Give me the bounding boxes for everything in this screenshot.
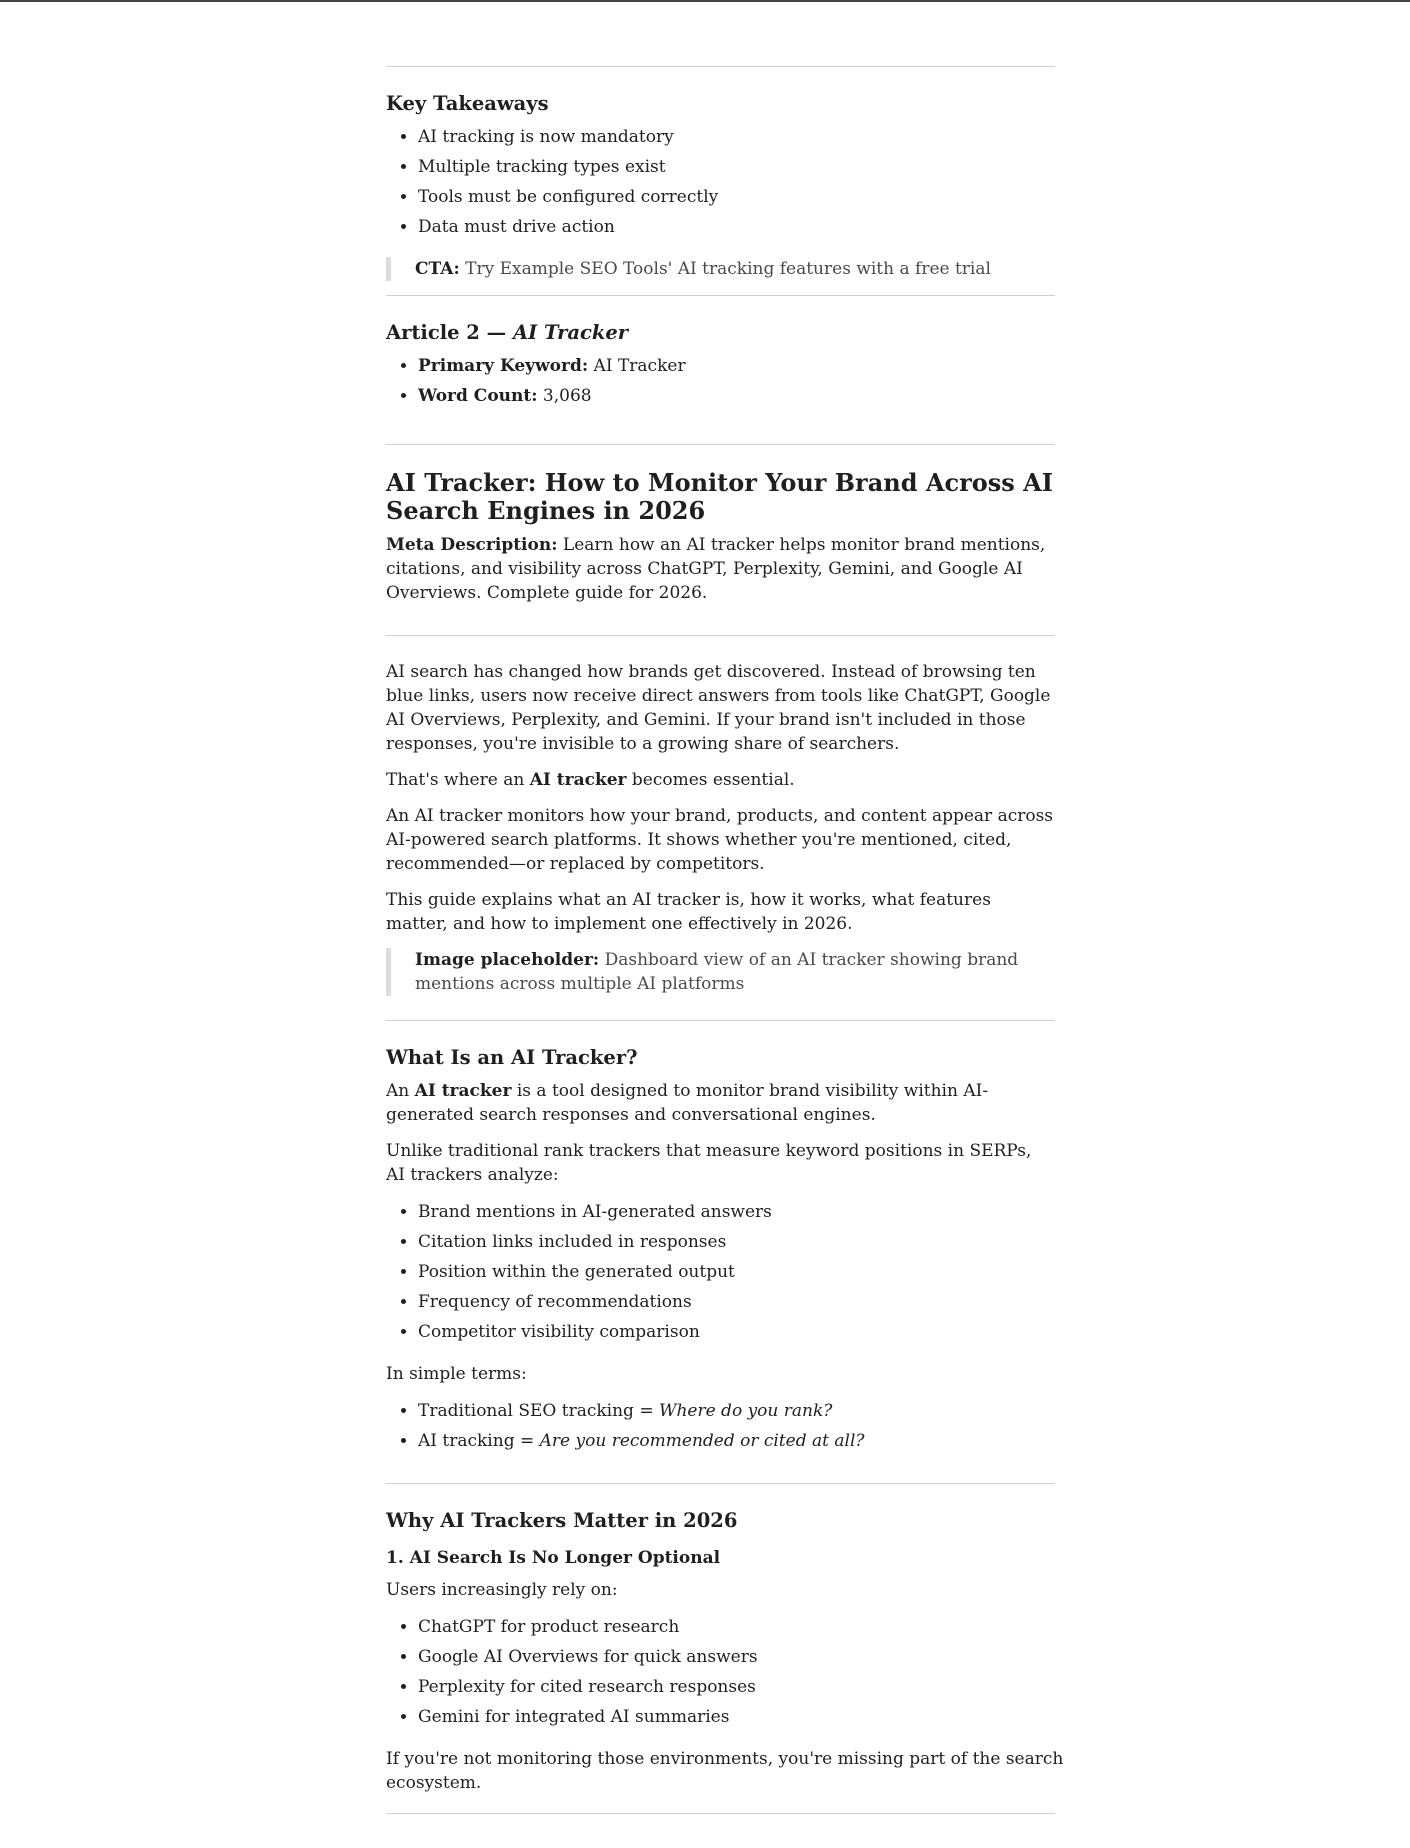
intro-paragraph [386, 768, 1055, 792]
paragraph: In simple terms: [386, 1364, 527, 1384]
list-item: • Brand mentions in AI-generated answers [418, 1200, 1055, 1224]
image-placeholder-label: Image placeholder: [415, 950, 600, 970]
paragraph [386, 1079, 1055, 1127]
divider [386, 1020, 1055, 1021]
cta-callout [386, 257, 1055, 281]
meta-value: 3,068 [537, 386, 592, 406]
analyze-list [386, 1200, 1055, 1344]
intro-paragraph: This guide explains what an AI tracker is, how it works, what features matter, and how to implement one effectively in 2026. [386, 890, 991, 934]
list-item: • ChatGPT for product research [418, 1615, 1055, 1639]
list-item: • Position within the generated output [418, 1260, 1055, 1284]
article-2-meta-list [386, 354, 1055, 408]
list-item [418, 1429, 1055, 1453]
subsection-heading: 1. AI Search Is No Longer Optional [386, 1548, 721, 1568]
article-2-heading-italic: AI Tracker [512, 321, 629, 344]
meta-value: AI Tracker [588, 356, 686, 376]
list-item: • Google AI Overviews for quick answers [418, 1645, 1055, 1669]
list-item: • Multiple tracking types exist [418, 155, 1055, 179]
list-item: • Tools must be configured correctly [418, 185, 1055, 209]
text-run: Traditional SEO tracking = [418, 1401, 659, 1421]
document-body [386, 2, 1064, 1814]
cta-text: Try Example SEO Tools' AI tracking features with a free trial [459, 259, 991, 279]
text-run: is a tool designed to monitor brand visibility within AI-generated search responses and conversational engines. [386, 1081, 989, 1125]
text-run: becomes essential. [626, 770, 795, 790]
italic-text: Where do you rank? [658, 1401, 833, 1421]
takeaways-list [386, 125, 1055, 239]
list-item [418, 1399, 1055, 1423]
divider [386, 635, 1055, 636]
paragraph: Users increasingly rely on: [386, 1580, 618, 1600]
bold-term: AI tracker [414, 1081, 512, 1101]
list-item: • Perplexity for cited research responses [418, 1675, 1055, 1699]
section-heading: Why AI Trackers Matter in 2026 [386, 1509, 738, 1532]
intro-paragraph: AI search has changed how brands get discovered. Instead of browsing ten blue links, users now receive direct answers from tools like ChatGPT, Google AI Overviews, Perplexity, and Gemini. If your brand isn't included in those responses, you're invisible to a growing share of searchers. [386, 662, 1051, 754]
divider [386, 295, 1055, 296]
platforms-list [386, 1615, 1055, 1729]
key-takeaways-heading: Key Takeaways [386, 92, 549, 115]
meta-description-label: Meta Description: [386, 535, 558, 555]
meta-label: Primary Keyword: [418, 356, 589, 376]
divider [386, 1483, 1055, 1484]
list-item [418, 384, 1055, 408]
bold-term: AI tracker [529, 770, 627, 790]
section-heading: What Is an AI Tracker? [386, 1046, 638, 1069]
list-item: • AI tracking is now mandatory [418, 125, 1055, 149]
list-item: • Citation links included in responses [418, 1230, 1055, 1254]
list-item: • Gemini for integrated AI summaries [418, 1705, 1055, 1729]
text-run: An [386, 1081, 415, 1101]
image-placeholder-callout [386, 948, 1055, 996]
text-run: AI tracking = [418, 1431, 540, 1451]
italic-text: Are you recommended or cited at all? [539, 1431, 865, 1451]
divider [386, 444, 1055, 445]
meta-label: Word Count: [418, 386, 538, 406]
article-title: AI Tracker: How to Monitor Your Brand Across AI Search Engines in 2026 [386, 468, 1053, 525]
text-run: That's where an [386, 770, 530, 790]
article-2-heading [386, 320, 1055, 346]
image-placeholder-text: Dashboard view of an AI tracker showing brand mentions across multiple AI platforms [415, 950, 1019, 994]
list-item [418, 354, 1055, 378]
list-item: • Data must drive action [418, 215, 1055, 239]
list-item: • Frequency of recommendations [418, 1290, 1055, 1314]
divider [386, 66, 1055, 67]
meta-description [386, 533, 1055, 605]
comparison-list [386, 1399, 1055, 1453]
intro-paragraph: An AI tracker monitors how your brand, products, and content appear across AI-powered search platforms. It shows whether you're mentioned, cited, recommended—or replaced by competitors. [386, 806, 1054, 874]
paragraph: If you're not monitoring those environments, you're missing part of the search ecosystem. [386, 1749, 1064, 1793]
article-2-heading-prefix: Article 2 — [386, 321, 513, 344]
meta-description-text: Learn how an AI tracker helps monitor brand mentions, citations, and visibility across ChatGPT, Perplexity, Gemini, and Google AI Overviews. Complete guide for 2026. [386, 535, 1046, 603]
list-item: • Competitor visibility comparison [418, 1320, 1055, 1344]
paragraph: Unlike traditional rank trackers that measure keyword positions in SERPs, AI trackers analyze: [386, 1141, 1032, 1185]
divider [386, 1813, 1055, 1814]
cta-label: CTA: [415, 259, 460, 279]
